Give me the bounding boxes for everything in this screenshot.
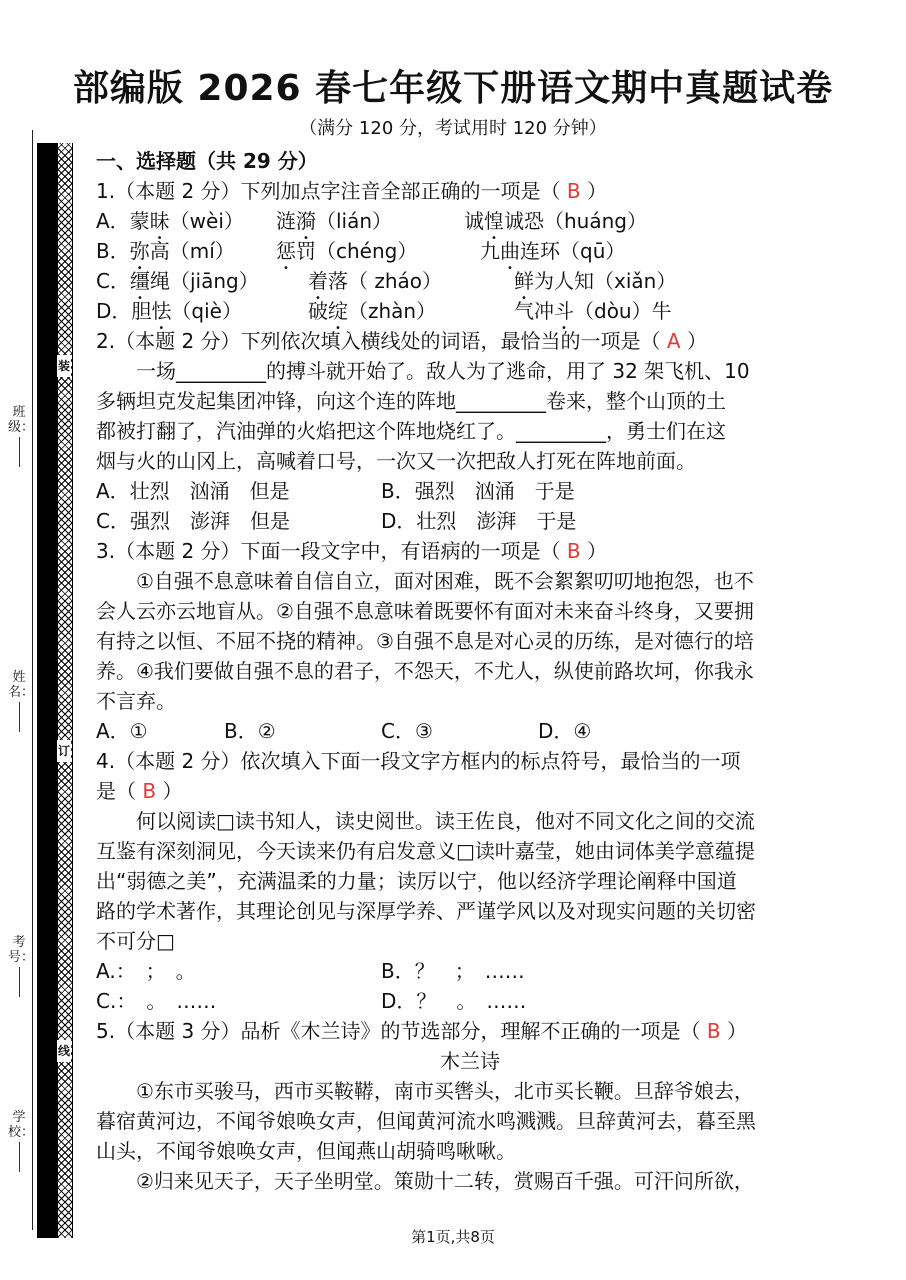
exam-no-field[interactable] — [8, 935, 35, 997]
q4-stem: 4.（本题 2 分）依次填入下面一段文字方框内的标点符号，最恰当的一项 — [96, 749, 741, 773]
school-field[interactable] — [8, 1110, 35, 1172]
q2-options-row — [96, 476, 844, 506]
q1-option-d: D．胆怯（qiè） 破绽（zhàn） 气冲斗（dòu）牛 — [96, 299, 672, 323]
class-label: 班级： — [8, 405, 35, 435]
page-title: 部编版 2026 春七年级下册语文期中真题试卷 — [72, 68, 834, 109]
q5-stem: 5.（本题 3 分）品析《木兰诗》的节选部分，理解不正确的一项是（ B ） — [96, 1019, 747, 1043]
q4-answer: B — [142, 779, 157, 803]
class-field[interactable] — [8, 405, 35, 467]
q4-passage-line: 何以阅读□读书知人，读史阅世。读王佐良，他对不同文化之间的交流 — [136, 809, 755, 833]
q4-passage-line: 路的学术著作，其理论创见与深厚学养、严谨学风以及对现实问题的关切密 — [96, 899, 756, 923]
q3-option-d: D．④ — [538, 719, 592, 743]
q4-option-b: B．？ ； …… — [381, 959, 525, 983]
q3-option-c: C．③ — [381, 719, 433, 743]
q5-poem-line: 山头，不闻爷娘唤女声，但闻燕山胡骑鸣啾啾。 — [96, 1139, 516, 1163]
q4-options-row — [96, 956, 844, 986]
q5-answer: B — [706, 1019, 721, 1043]
q1-answer: B — [566, 179, 581, 203]
exam-no-underline — [19, 967, 20, 997]
q3-passage-line: 不言弃。 — [96, 689, 176, 713]
q2-option-b: B．强烈 汹涌 于是 — [381, 479, 575, 503]
q2-option-c: C．强烈 澎湃 但是 — [96, 509, 290, 533]
binding-margin-line — [32, 130, 33, 1230]
school-underline — [19, 1142, 20, 1172]
q1-option-b: B．弥高（mí） 惩罚（chéng） 九曲连环（qū） — [96, 239, 626, 263]
q5-poem-line: 暮宿黄河边，不闻爷娘唤女声，但闻黄河流水鸣溅溅。旦辞黄河去，暮至黑 — [96, 1109, 756, 1133]
seal-char-ding: 订 — [57, 740, 71, 762]
q5-poem-line: ②归来见天子，天子坐明堂。策勋十二转，赏赐百千强。可汗问所欲， — [136, 1169, 754, 1193]
binding-black-bar — [37, 143, 57, 1238]
page-number: 第1页,共8页 — [411, 1228, 495, 1246]
q2-passage-line: 都被打翻了，汽油弹的火焰把这个阵地烧红了。_________，勇士们在这 — [96, 419, 726, 443]
q3-option-b: B．② — [224, 719, 276, 743]
q3-answer: B — [566, 539, 581, 563]
q4-passage-line: 互鉴有深刻洞见，今天读来仍有启发意义□读叶嘉莹，她由词体美学意蕴提 — [96, 839, 755, 863]
q2-passage-line: 烟与火的山冈上，高喊着口号，一次又一次把敌人打死在阵地前面。 — [96, 449, 696, 473]
seal-char-zhuang: 装 — [57, 355, 71, 377]
q3-stem: 3.（本题 2 分）下面一段文字中，有语病的一项是（ B ） — [96, 539, 607, 563]
q3-passage-line: 会人云亦云地盲从。②自强不息意味着既要怀有面对未来奋斗终身，又要拥 — [96, 599, 754, 623]
seal-char-xian: 线 — [57, 1040, 71, 1062]
exam-no-label: 考号： — [8, 935, 35, 965]
q4-option-a: A.： ； 。 — [96, 959, 196, 983]
q3-options-row — [96, 716, 844, 746]
q4-options-row — [96, 986, 844, 1016]
q4-passage-line: 出“弱德之美”，充满温柔的力量；读厉以宁，他以经济学理论阐释中国道 — [96, 869, 737, 893]
q5-poem-line: ①东市买骏马，西市买鞍鞯，南市买辔头，北市买长鞭。旦辞爷娘去， — [136, 1079, 754, 1103]
q1-stem: 1.（本题 2 分）下列加点字注音全部正确的一项是（ B ） — [96, 179, 607, 203]
exam-info: （满分 120 分，考试用时 120 分钟） — [299, 118, 607, 139]
exam-content — [96, 146, 844, 1196]
q2-option-d: D．壮烈 澎湃 于是 — [381, 509, 577, 533]
poem-title: 木兰诗 — [440, 1049, 500, 1073]
section-heading: 一、选择题（共 29 分） — [96, 149, 318, 173]
binding-pattern — [57, 143, 73, 1238]
q2-answer: A — [666, 329, 681, 353]
q4-option-d: D．？ 。 …… — [381, 989, 527, 1013]
name-field[interactable] — [8, 670, 35, 732]
q2-passage-line: 多辆坦克发起集团冲锋，向这个连的阵地_________卷来，整个山顶的土 — [96, 389, 726, 413]
name-label: 姓名： — [8, 670, 35, 700]
q2-passage-line: 一场_________的搏斗就开始了。敌人为了逃命，用了 32 架飞机、10 — [136, 359, 750, 383]
q2-stem: 2.（本题 2 分）下列依次填入横线处的词语，最恰当的一项是（ A ） — [96, 329, 707, 353]
q2-options-row — [96, 506, 844, 536]
school-label: 学校： — [8, 1110, 35, 1140]
q1-option-a: A．蒙昧（wèi） 涟漪（lián） 诚惶诚恐（huáng） — [96, 209, 647, 233]
q3-passage-line: 有持之以恒、不屈不挠的精神。③自强不息是对心灵的历练，是对德行的培 — [96, 629, 754, 653]
q1-option-c: C．缰绳（jiāng） 着落（ zháo） 鲜为人知（xiǎn） — [96, 269, 677, 293]
q3-passage-line: 养。④我们要做自强不息的君子，不怨天，不尤人，纵使前路坎坷，你我永 — [96, 659, 754, 683]
name-underline — [19, 702, 20, 732]
q4-passage-line: 不可分□ — [96, 929, 175, 953]
q3-passage-line: ①自强不息意味着自信自立，面对困难，既不会絮絮叨叨地抱怨，也不 — [136, 569, 754, 593]
q3-option-a: A．① — [96, 719, 148, 743]
class-underline — [19, 437, 20, 467]
q2-option-a: A．壮烈 汹涌 但是 — [96, 479, 290, 503]
q4-stem-cont: 是（ B ） — [96, 779, 183, 803]
q4-option-c: C.： 。 …… — [96, 989, 217, 1013]
